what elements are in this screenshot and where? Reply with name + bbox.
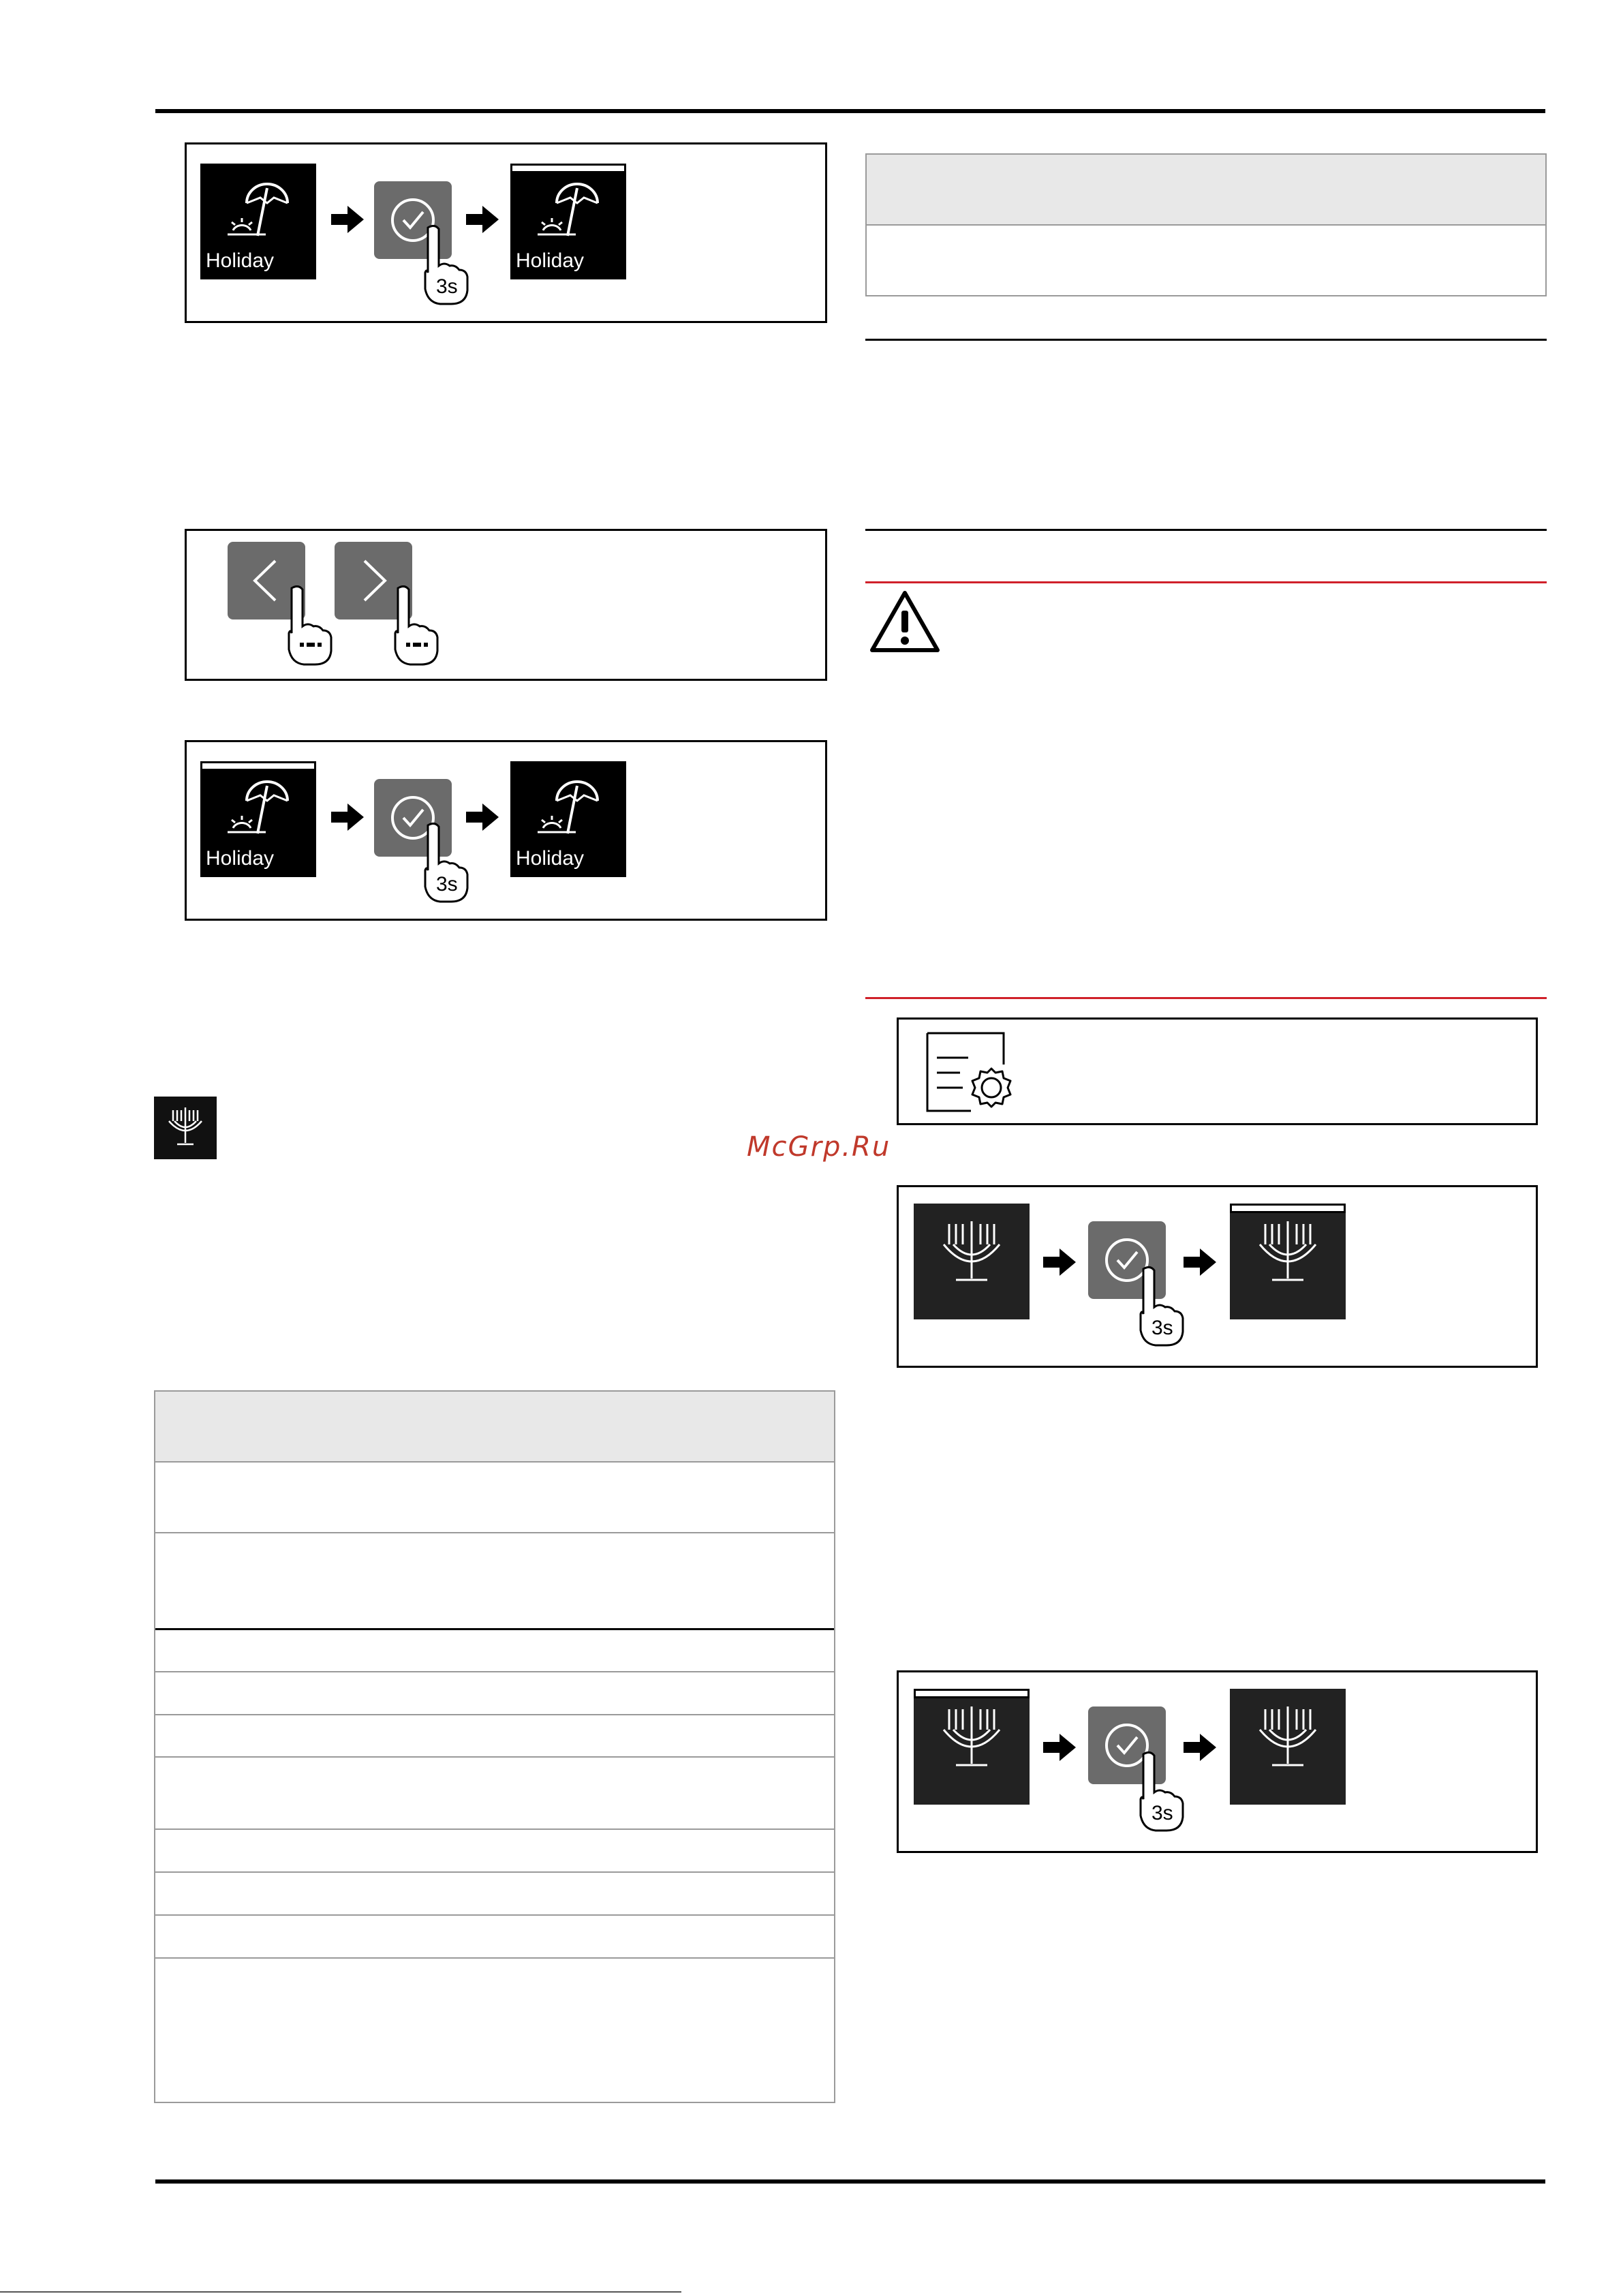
holiday-label: Holiday — [206, 847, 275, 870]
menorah-icon — [1230, 1204, 1346, 1319]
table-row — [155, 1533, 834, 1630]
active-indicator-bar — [914, 1689, 1030, 1698]
table-header — [155, 1392, 834, 1463]
hand-press-icon — [418, 823, 473, 904]
warning-top-rule — [865, 581, 1547, 583]
arrow-right-icon — [466, 206, 499, 233]
arrow-right-icon — [466, 803, 499, 831]
holiday-screen-before — [200, 761, 316, 877]
top-rule — [155, 109, 1545, 113]
arrow-right-icon — [331, 206, 364, 233]
section-rule — [865, 529, 1547, 531]
hand-press-icon — [1134, 1751, 1188, 1833]
arrow-right-icon — [1184, 1249, 1216, 1276]
section-rule — [865, 339, 1547, 341]
holiday-label: Holiday — [206, 249, 275, 272]
figure-holiday-deactivate — [185, 740, 827, 921]
data-table-left — [154, 1390, 835, 2103]
sabbath-screen-before — [914, 1204, 1030, 1319]
table-row — [155, 1916, 834, 1959]
holiday-screen-before — [200, 164, 316, 279]
holiday-screen-after — [510, 761, 626, 877]
hold-duration-text: 3s — [436, 873, 458, 896]
table-row — [155, 1830, 834, 1873]
active-indicator-bar — [510, 164, 626, 173]
arrow-right-icon — [331, 803, 364, 831]
arrow-right-icon — [1043, 1734, 1076, 1761]
table-row — [155, 1959, 834, 2055]
holiday-label: Holiday — [516, 249, 585, 272]
table-row — [155, 1873, 834, 1916]
arrow-right-icon — [1184, 1734, 1216, 1761]
hold-duration-text: 3s — [1151, 1802, 1173, 1824]
sabbath-screen-after — [1230, 1204, 1346, 1319]
menorah-icon — [914, 1689, 1030, 1805]
umbrella-sun-icon — [538, 780, 606, 842]
warning-bottom-rule — [865, 997, 1547, 999]
active-indicator-bar — [1230, 1204, 1346, 1213]
table-row — [155, 1672, 834, 1715]
settings-info-box — [897, 1017, 1538, 1125]
table-row — [155, 1630, 834, 1672]
table-row — [155, 1758, 834, 1830]
arrow-right-icon — [1043, 1249, 1076, 1276]
table-row — [155, 1715, 834, 1758]
holiday-screen-after — [510, 164, 626, 279]
umbrella-sun-icon — [228, 183, 296, 244]
menorah-icon — [154, 1097, 217, 1159]
watermark: McGrp.Ru — [747, 1131, 891, 1163]
hand-press-icon — [282, 585, 337, 667]
menorah-icon — [1230, 1689, 1346, 1805]
figure-sabbath-activate — [897, 1185, 1538, 1368]
settings-document-icon — [923, 1030, 1024, 1115]
menorah-icon — [914, 1204, 1030, 1319]
hand-press-icon — [1134, 1266, 1188, 1348]
bottom-rule — [155, 2179, 1545, 2184]
sabbath-screen-after — [1230, 1689, 1346, 1805]
hold-duration-text: 3s — [1151, 1317, 1173, 1339]
sabbath-mode-icon-tile — [154, 1097, 217, 1159]
hold-duration-text: 3s — [436, 275, 458, 298]
active-indicator-bar — [200, 761, 316, 771]
holiday-label: Holiday — [516, 847, 585, 870]
table-row — [867, 226, 1545, 295]
warning-triangle-icon — [869, 590, 940, 653]
figure-sabbath-deactivate — [897, 1670, 1538, 1853]
data-table-right — [865, 153, 1547, 296]
table-row — [155, 1463, 834, 1533]
hand-press-icon — [418, 225, 473, 307]
umbrella-sun-icon — [538, 183, 606, 244]
sabbath-screen-before — [914, 1689, 1030, 1805]
hand-press-icon — [388, 585, 443, 667]
figure-holiday-activate — [185, 142, 827, 323]
umbrella-sun-icon — [228, 780, 296, 842]
table-header — [867, 155, 1545, 226]
footer-thin-rule — [0, 2291, 681, 2293]
figure-navigation — [185, 529, 827, 681]
